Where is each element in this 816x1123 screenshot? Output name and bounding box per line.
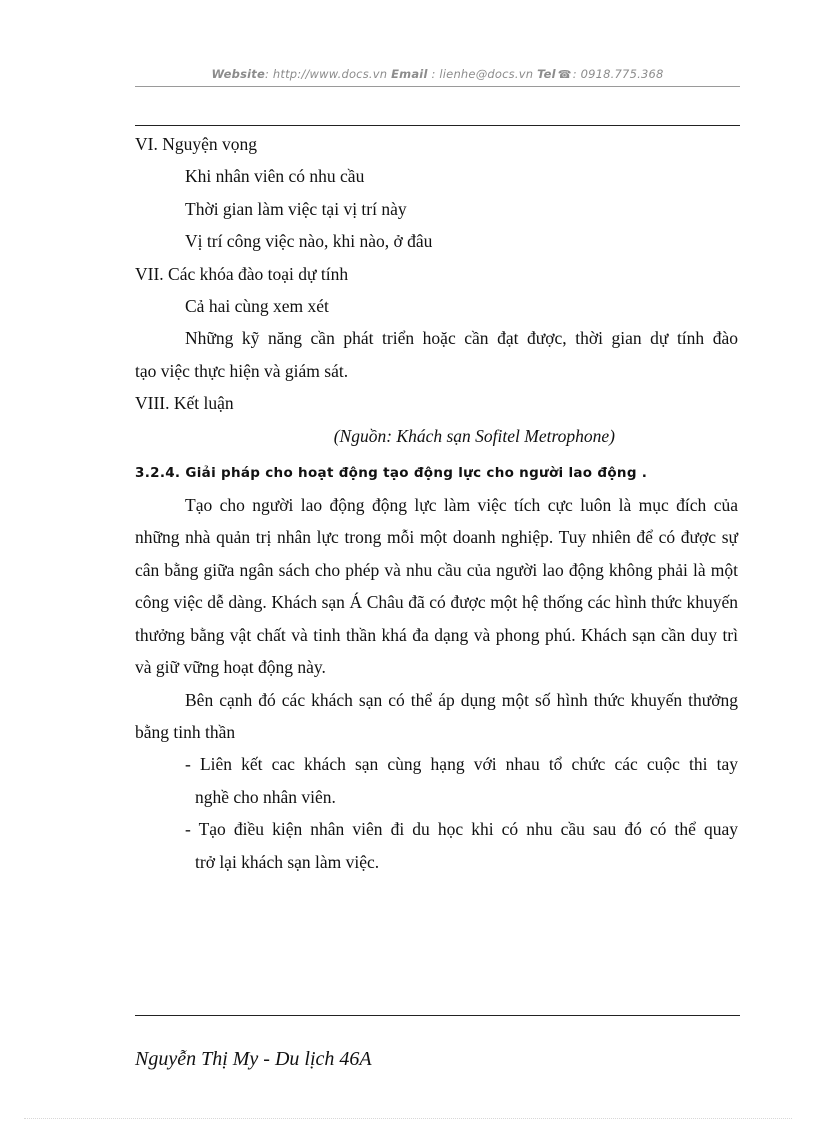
bullet-item-2 <box>135 813 738 878</box>
footer-divider <box>135 1015 740 1016</box>
section-6-item-1: Khi nhân viên có nhu cầu <box>185 166 365 187</box>
source-citation: (Nguồn: Khách sạn Sofitel Metrophone) <box>333 425 615 446</box>
section-heading-3-2-4: 3.2.4. Giải pháp cho hoạt động tạo động lực cho người lao động . <box>135 465 648 482</box>
page-header <box>135 67 740 81</box>
bullet-item-2-line-1: - Tạo điều kiện nhân viên đi du học khi có nhu cầu sau đó có thể quay <box>185 819 738 840</box>
page-edge-dots <box>24 1118 792 1119</box>
section-7-item-2-line-2: tạo việc thực hiện và giám sát. <box>135 360 349 381</box>
header-divider-thin <box>135 86 740 87</box>
website-value: : http://www.docs.vn <box>264 67 388 81</box>
section-6-item-2: Thời gian làm việc tại vị trí này <box>185 198 407 219</box>
section-7-item-2 <box>135 322 738 387</box>
bullet-item-1-line-2: nghề cho nhân viên. <box>195 786 336 807</box>
website-label: Website <box>211 67 265 81</box>
bullet-item-2-line-2: trở lại khách sạn làm việc. <box>195 851 380 872</box>
section-8-title: VIII. Kết luận <box>135 393 234 414</box>
document-body <box>135 128 738 878</box>
section-6-title: VI. Nguyện vọng <box>135 134 257 154</box>
tel-label: Tel <box>537 67 556 81</box>
paragraph-1: Tạo cho người lao động động lực làm việc tích cực luôn là mục đích của những nhà quản trị nhân lực trong mỗi một doanh nghiệp. Tuy nhiên để có được sự cân bằng giữa ngân sách cho phép và nhu cầu của người lao động không phải là một công việc dễ dàng. Khách sạn Á Châu đã có được một hệ thống các hình thức khuyến thưởng bằng vật chất và tinh thần khá đa dạng và phong phú. Khách sạn cần duy trì và giữ vững hoạt động này. <box>135 495 738 678</box>
tel-value: : 0918.775.368 <box>572 67 664 81</box>
section-7-item-1: Cả hai cùng xem xét <box>185 296 329 317</box>
bullet-item-1-line-1: - Liên kết cac khách sạn cùng hạng với nhau tổ chức các cuộc thi tay <box>185 754 738 775</box>
section-7-title: VII. Các khóa đào toại dự tính <box>135 263 349 284</box>
footer-author: Nguyễn Thị My - Du lịch 46A <box>135 1048 372 1070</box>
paragraph-2: Bên cạnh đó các khách sạn có thể áp dụng một số hình thức khuyến thưởng bằng tinh thần <box>135 689 738 742</box>
email-label: Email <box>391 67 428 81</box>
phone-icon: ☎ <box>557 68 572 81</box>
header-divider <box>135 125 740 126</box>
section-6-item-3: Vị trí công việc nào, khi nào, ở đâu <box>185 231 433 252</box>
email-value: : lienhe@docs.vn <box>431 67 534 81</box>
bullet-item-1 <box>135 748 738 813</box>
section-7-item-2-line-1: Những kỹ năng cần phát triển hoặc cần đạt được, thời gian dự tính đào <box>185 328 738 349</box>
